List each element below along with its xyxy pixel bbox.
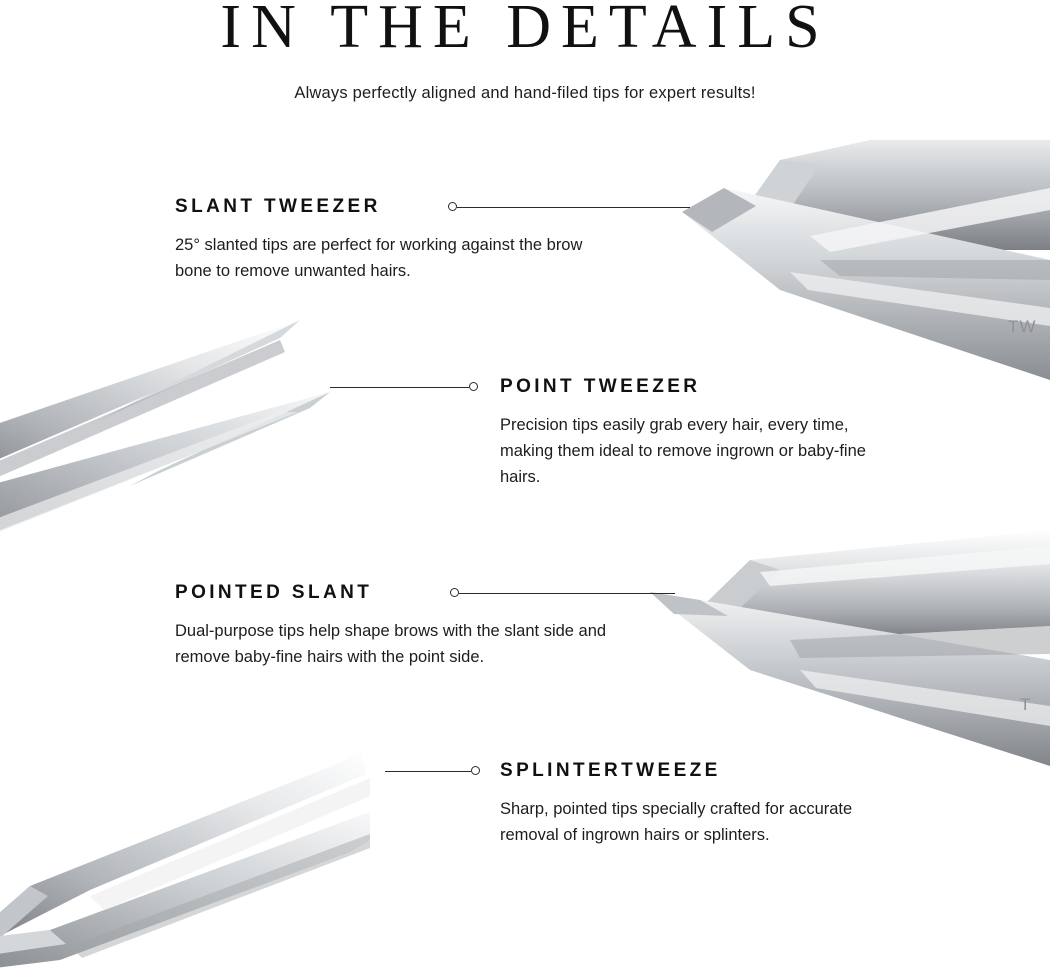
leader-line-pointed-slant bbox=[450, 588, 675, 599]
leader-dot-point-tweezer bbox=[469, 382, 478, 391]
slant-tweezer-etching: TW bbox=[1008, 317, 1037, 336]
leader-line-point-tweezer bbox=[330, 382, 478, 393]
pointed-slant-etching: T bbox=[1020, 695, 1032, 714]
splintertweeze-image bbox=[0, 700, 370, 971]
leader-segment-slant-tweezer bbox=[457, 207, 690, 208]
leader-dot-splintertweeze bbox=[471, 766, 480, 775]
callout-body-point-tweezer: Precision tips easily grab every hair, every time, making them ideal to remove ingrown or baby-fine hairs. bbox=[500, 416, 866, 486]
leader-segment-splintertweeze bbox=[385, 771, 471, 772]
callout-point-tweezer bbox=[500, 376, 900, 490]
callout-title-point-tweezer: POINT TWEEZER bbox=[500, 376, 701, 397]
leader-line-slant-tweezer bbox=[448, 202, 690, 213]
page-title: IN THE DETAILS bbox=[220, 0, 830, 61]
callout-splintertweeze bbox=[500, 760, 900, 848]
callout-body-pointed-slant: Dual-purpose tips help shape brows with the slant side and remove baby-fine hairs with the point side. bbox=[175, 622, 607, 666]
leader-segment-pointed-slant bbox=[459, 593, 675, 594]
leader-line-splintertweeze bbox=[385, 766, 480, 777]
leader-dot-slant-tweezer bbox=[448, 202, 457, 211]
leader-segment-point-tweezer bbox=[330, 387, 469, 388]
callout-title-slant-tweezer: SLANT TWEEZER bbox=[175, 196, 381, 217]
callout-title-splintertweeze: SPLINTERTWEEZE bbox=[500, 760, 721, 781]
page-subtitle: Always perfectly aligned and hand-filed tips for expert results! bbox=[294, 84, 756, 102]
leader-dot-pointed-slant bbox=[450, 588, 459, 597]
callout-title-pointed-slant: POINTED SLANT bbox=[175, 582, 373, 603]
point-tweezer-image bbox=[0, 300, 340, 580]
callout-body-splintertweeze: Sharp, pointed tips specially crafted for accurate removal of ingrown hairs or splinters. bbox=[500, 800, 853, 844]
callout-body-slant-tweezer: 25° slanted tips are perfect for working against the brow bone to remove unwanted hairs. bbox=[175, 236, 583, 280]
